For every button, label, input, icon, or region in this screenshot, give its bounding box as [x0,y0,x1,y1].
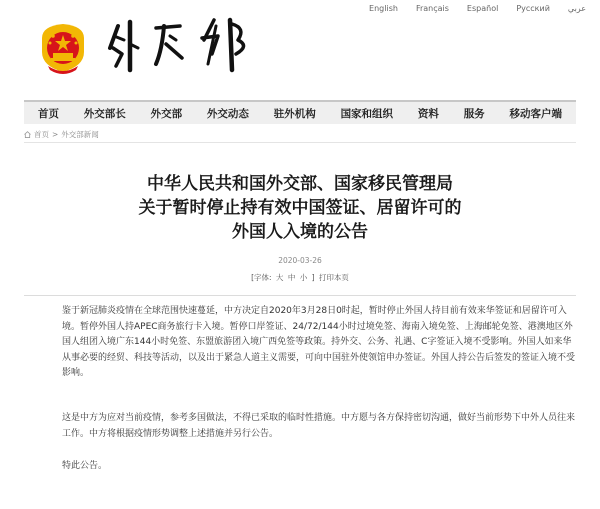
nav-diplomatic-news[interactable]: 外交动态 [206,107,249,120]
lang-spanish-link[interactable]: Español [466,4,499,13]
article-date: 2020-03-26 [278,256,322,265]
site-header [0,0,600,95]
breadcrumb-section-link[interactable]: 外交部新闻 [61,130,99,139]
nav-services[interactable]: 服务 [463,107,485,120]
font-size-toolbar [0,272,600,283]
font-label-close: ] [311,273,315,282]
nav-resources[interactable]: 资料 [417,107,439,120]
font-label: [字体: [251,273,272,282]
font-small-button[interactable]: 小 [299,273,308,282]
article-paragraph-3: 特此公告。 [62,461,108,471]
article-title-line-2: 关于暂时停止持有效中国签证、居留许可的 [138,198,462,218]
font-large-button[interactable]: 大 [275,273,284,282]
breadcrumb-home-link[interactable]: 首页 [34,130,49,139]
breadcrumb-separator: > [52,130,59,139]
main-nav [24,100,576,124]
font-medium-button[interactable]: 中 [287,273,296,282]
breadcrumb-divider [24,142,576,143]
article-divider [24,295,576,296]
nav-minister[interactable]: 外交部长 [83,107,126,120]
lang-russian-link[interactable]: Русский [516,4,550,13]
nav-ministry[interactable]: 外交部 [150,107,183,120]
article-paragraph-1: 鉴于新冠肺炎疫情在全球范围快速蔓延，中方决定自2020年3月28日0时起，暂时停止外国人持目前有效来华签证和居留许可入境。暂停外国人持APEC商务旅行卡入境。暂停口岸签证、24/72/144小时过境免签、海南入境免签、上海邮轮免签、港澳地区外国人组团入境广东144小时免签、东盟旅游团入境广西免签等政策。持外交、公务、礼遇、C字签证入境不受影响。外国人如来华从事必要的经贸、科技等活动，以及出于紧急人道主义需要，可向中国驻外使领馆申办签证。外国人持公告后签发的签证入境不受影响。 [62,306,576,379]
lang-english-link[interactable]: English [369,4,398,13]
nav-missions[interactable]: 驻外机构 [273,107,316,120]
lang-arabic-link[interactable]: عربي [567,4,586,13]
ministry-calligraphy-logo[interactable] [104,14,264,74]
lang-french-link[interactable]: Français [415,4,449,13]
home-icon [24,131,31,138]
nav-countries-orgs[interactable]: 国家和组织 [340,107,394,120]
nav-mobile-client[interactable]: 移动客户端 [509,107,562,120]
nav-home[interactable]: 首页 [38,107,59,120]
breadcrumb [24,129,99,140]
article-paragraph-2: 这是中方为应对当前疫情，参考多国做法，不得已采取的临时性措施。中方愿与各方保持密切沟通，做好当前形势下中外人员往来工作。中方将根据疫情形势调整上述措施并另行公告。 [62,413,576,439]
language-switcher [369,4,586,13]
article-title-line-1: 中华人民共和国外交部、国家移民管理局 [147,174,453,194]
national-emblem-icon[interactable] [38,22,88,76]
article-title-line-3: 外国人入境的公告 [232,222,368,242]
print-button[interactable]: 打印本页 [318,273,349,282]
